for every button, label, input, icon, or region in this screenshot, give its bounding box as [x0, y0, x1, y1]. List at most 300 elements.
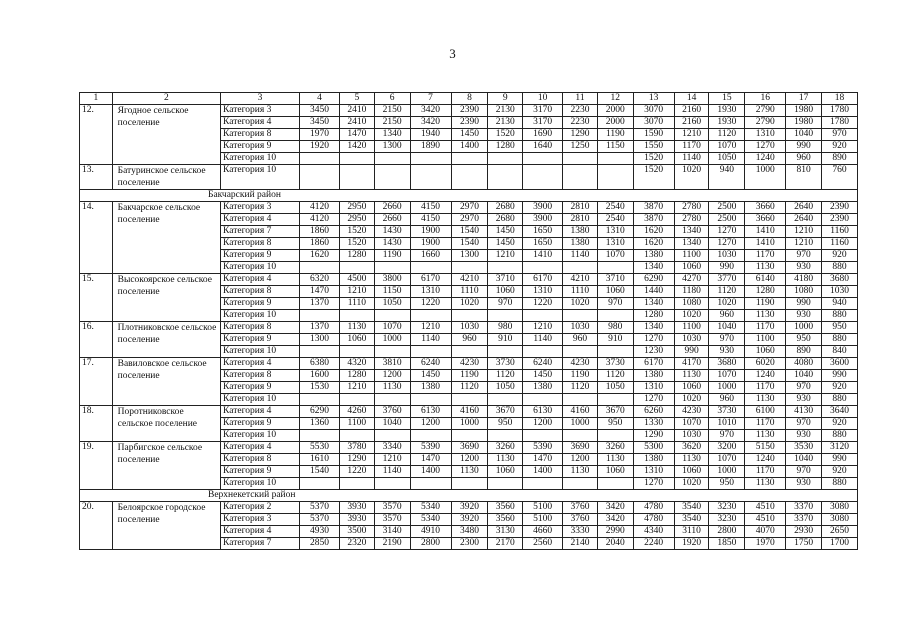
value-cell: [451, 478, 488, 490]
value-cell: 3670: [488, 406, 523, 418]
value-cell: 1130: [597, 454, 633, 466]
value-cell: 1600: [300, 370, 340, 382]
value-cell: 1000: [786, 322, 822, 334]
value-cell: 2640: [786, 214, 822, 226]
value-cell: 760: [822, 165, 858, 190]
value-cell: [563, 346, 598, 358]
value-cell: 930: [709, 346, 745, 358]
header-cell: 13: [633, 93, 674, 105]
value-cell: 3800: [374, 274, 410, 286]
value-cell: 3570: [374, 514, 410, 526]
value-cell: 1930: [709, 117, 745, 129]
value-cell: 2150: [374, 105, 410, 117]
value-cell: [300, 310, 340, 322]
value-cell: 1070: [709, 141, 745, 153]
header-cell: 9: [488, 93, 523, 105]
value-cell: 1060: [488, 466, 523, 478]
value-cell: 960: [786, 153, 822, 165]
value-cell: 1120: [563, 382, 598, 394]
header-cell: 3: [221, 93, 300, 105]
value-cell: 1200: [410, 418, 451, 430]
value-cell: 3570: [374, 502, 410, 514]
value-cell: [451, 430, 488, 442]
value-cell: 1340: [674, 238, 709, 250]
value-cell: 1020: [709, 298, 745, 310]
value-cell: 1450: [451, 129, 488, 141]
value-cell: 1120: [488, 370, 523, 382]
category-cell: Категория 10: [221, 478, 300, 490]
value-cell: 1530: [300, 382, 340, 394]
value-cell: 1120: [451, 382, 488, 394]
category-cell: Категория 4: [221, 274, 300, 286]
value-cell: [300, 262, 340, 274]
value-cell: [597, 153, 633, 165]
value-cell: 4510: [745, 502, 786, 514]
value-cell: 1000: [451, 418, 488, 430]
header-cell: 1: [80, 93, 113, 105]
value-cell: 1070: [597, 250, 633, 262]
header-cell: 6: [374, 93, 410, 105]
value-cell: 880: [822, 478, 858, 490]
value-cell: 990: [822, 370, 858, 382]
value-cell: 1150: [597, 141, 633, 153]
value-cell: [410, 153, 451, 165]
value-cell: 3640: [822, 406, 858, 418]
value-cell: 5370: [300, 514, 340, 526]
value-cell: 1360: [300, 418, 340, 430]
value-cell: 1030: [674, 430, 709, 442]
value-cell: 1150: [374, 286, 410, 298]
value-cell: 1130: [745, 430, 786, 442]
value-cell: 1280: [633, 310, 674, 322]
value-cell: 1030: [674, 334, 709, 346]
value-cell: [563, 430, 598, 442]
value-cell: [597, 262, 633, 274]
table-row: [80, 165, 858, 190]
category-cell: Категория 8: [221, 322, 300, 334]
value-cell: 1040: [374, 418, 410, 430]
value-cell: 1750: [786, 538, 822, 550]
value-cell: 930: [786, 262, 822, 274]
value-cell: [340, 430, 375, 442]
value-cell: 1020: [674, 394, 709, 406]
value-cell: 2850: [300, 538, 340, 550]
value-cell: 1550: [633, 141, 674, 153]
value-cell: 1250: [563, 141, 598, 153]
value-cell: 1170: [745, 466, 786, 478]
value-cell: 1650: [523, 226, 563, 238]
value-cell: 4120: [300, 202, 340, 214]
value-cell: 5300: [633, 442, 674, 454]
value-cell: 5370: [300, 502, 340, 514]
value-cell: [340, 165, 375, 190]
value-cell: 1100: [745, 334, 786, 346]
value-cell: 1470: [410, 454, 451, 466]
entry-number: 17.: [80, 358, 113, 406]
value-cell: 3710: [488, 274, 523, 286]
value-cell: [451, 262, 488, 274]
value-cell: 3660: [745, 202, 786, 214]
category-cell: Категория 9: [221, 141, 300, 153]
value-cell: [597, 394, 633, 406]
value-cell: 1130: [340, 322, 375, 334]
value-cell: 950: [709, 478, 745, 490]
value-cell: 880: [822, 430, 858, 442]
value-cell: [597, 478, 633, 490]
value-cell: 2540: [597, 202, 633, 214]
value-cell: 2160: [674, 105, 709, 117]
value-cell: 1620: [633, 238, 674, 250]
region-title: Верхнекетский район: [80, 490, 858, 502]
value-cell: 3170: [523, 117, 563, 129]
entry-number: 19.: [80, 442, 113, 490]
category-cell: Категория 9: [221, 298, 300, 310]
value-cell: [488, 153, 523, 165]
value-cell: [451, 165, 488, 190]
value-cell: 6240: [410, 358, 451, 370]
value-cell: [597, 346, 633, 358]
value-cell: [300, 153, 340, 165]
value-cell: 3810: [374, 358, 410, 370]
value-cell: 3690: [451, 442, 488, 454]
value-cell: 1970: [300, 129, 340, 141]
value-cell: 2800: [410, 538, 451, 550]
value-cell: 810: [786, 165, 822, 190]
value-cell: 1920: [674, 538, 709, 550]
value-cell: 4160: [451, 406, 488, 418]
value-cell: 4160: [563, 406, 598, 418]
value-cell: 2660: [374, 202, 410, 214]
value-cell: [300, 165, 340, 190]
settlement-name: Парбигское сельское поселение: [112, 442, 220, 490]
value-cell: 3730: [597, 358, 633, 370]
value-cell: 2000: [597, 117, 633, 129]
value-cell: 1700: [822, 538, 858, 550]
value-cell: 1970: [745, 538, 786, 550]
value-cell: 920: [822, 250, 858, 262]
value-cell: [488, 478, 523, 490]
region-title: Бакчарский район: [80, 190, 858, 202]
value-cell: 1060: [597, 466, 633, 478]
value-cell: [410, 165, 451, 190]
value-cell: 1440: [633, 286, 674, 298]
value-cell: 1100: [340, 418, 375, 430]
value-cell: 3540: [674, 514, 709, 526]
value-cell: 1370: [300, 298, 340, 310]
value-cell: 1220: [410, 298, 451, 310]
value-cell: 3760: [563, 514, 598, 526]
value-cell: 1400: [410, 466, 451, 478]
value-cell: 1900: [410, 226, 451, 238]
value-cell: [563, 165, 598, 190]
value-cell: 1410: [523, 250, 563, 262]
value-cell: 2540: [597, 214, 633, 226]
value-cell: 3870: [633, 214, 674, 226]
value-cell: 950: [597, 418, 633, 430]
value-cell: 3340: [374, 442, 410, 454]
value-cell: [451, 394, 488, 406]
value-cell: 1000: [374, 334, 410, 346]
category-cell: Категория 3: [221, 202, 300, 214]
category-cell: Категория 7: [221, 226, 300, 238]
table-row: [80, 274, 858, 286]
value-cell: 1020: [674, 310, 709, 322]
value-cell: 1040: [786, 129, 822, 141]
value-cell: 1310: [633, 466, 674, 478]
value-cell: 1290: [563, 129, 598, 141]
value-cell: 2780: [674, 202, 709, 214]
value-cell: [523, 262, 563, 274]
value-cell: 1040: [709, 322, 745, 334]
value-cell: [488, 310, 523, 322]
value-cell: [374, 394, 410, 406]
value-cell: 1540: [451, 226, 488, 238]
value-cell: 950: [488, 418, 523, 430]
value-cell: 1520: [340, 238, 375, 250]
category-cell: Категория 9: [221, 250, 300, 262]
category-cell: Категория 4: [221, 214, 300, 226]
value-cell: 4130: [786, 406, 822, 418]
value-cell: 2230: [563, 105, 598, 117]
value-cell: 1980: [786, 105, 822, 117]
value-cell: 910: [597, 334, 633, 346]
value-cell: [523, 346, 563, 358]
value-cell: 1850: [709, 538, 745, 550]
value-cell: 3110: [674, 526, 709, 538]
value-cell: 2170: [488, 538, 523, 550]
value-cell: 1050: [488, 382, 523, 394]
value-cell: [488, 165, 523, 190]
value-cell: 3760: [563, 502, 598, 514]
value-cell: 3330: [563, 526, 598, 538]
value-cell: 6130: [523, 406, 563, 418]
value-cell: 990: [786, 141, 822, 153]
value-cell: 1050: [597, 382, 633, 394]
entry-number: 13.: [80, 165, 113, 190]
category-cell: Категория 9: [221, 382, 300, 394]
value-cell: 1060: [674, 466, 709, 478]
entry-number: 18.: [80, 406, 113, 442]
value-cell: 1410: [745, 238, 786, 250]
value-cell: 1470: [523, 454, 563, 466]
header-cell: 15: [709, 93, 745, 105]
value-cell: 3540: [674, 502, 709, 514]
value-cell: 1020: [674, 478, 709, 490]
category-cell: Категория 10: [221, 262, 300, 274]
value-cell: [597, 310, 633, 322]
settlement-name: Плотниковское сельское поселение: [112, 322, 220, 358]
value-cell: 1860: [300, 238, 340, 250]
value-cell: 3420: [410, 117, 451, 129]
value-cell: 5390: [523, 442, 563, 454]
value-cell: [410, 310, 451, 322]
value-cell: 3560: [488, 514, 523, 526]
value-cell: [597, 430, 633, 442]
value-cell: 6100: [745, 406, 786, 418]
value-cell: [563, 310, 598, 322]
value-cell: 1300: [300, 334, 340, 346]
value-cell: 3420: [597, 502, 633, 514]
value-cell: 4270: [674, 274, 709, 286]
value-cell: 3370: [786, 502, 822, 514]
value-cell: 3260: [488, 442, 523, 454]
value-cell: 1450: [488, 226, 523, 238]
value-cell: 970: [786, 466, 822, 478]
value-cell: 1110: [563, 286, 598, 298]
value-cell: 2320: [340, 538, 375, 550]
value-cell: 2390: [451, 105, 488, 117]
value-cell: 3920: [451, 514, 488, 526]
value-cell: 1050: [709, 153, 745, 165]
value-cell: 5340: [410, 514, 451, 526]
value-cell: 4080: [786, 358, 822, 370]
value-cell: 3680: [709, 358, 745, 370]
value-cell: 3080: [822, 514, 858, 526]
category-cell: Категория 9: [221, 418, 300, 430]
value-cell: 970: [822, 129, 858, 141]
value-cell: 1900: [410, 238, 451, 250]
value-cell: [523, 394, 563, 406]
value-cell: 1130: [374, 382, 410, 394]
value-cell: 3770: [709, 274, 745, 286]
value-cell: 2160: [674, 117, 709, 129]
settlement-name: Батуринское сельское поселение: [112, 165, 220, 190]
value-cell: 1330: [633, 418, 674, 430]
value-cell: 1220: [523, 298, 563, 310]
value-cell: 1450: [488, 238, 523, 250]
value-cell: 1040: [786, 454, 822, 466]
value-cell: 1220: [340, 466, 375, 478]
value-cell: 890: [786, 346, 822, 358]
value-cell: 3930: [340, 514, 375, 526]
value-cell: 1170: [745, 250, 786, 262]
value-cell: 3420: [597, 514, 633, 526]
value-cell: 1070: [709, 454, 745, 466]
category-cell: Категория 8: [221, 454, 300, 466]
value-cell: [488, 262, 523, 274]
value-cell: 970: [786, 382, 822, 394]
value-cell: 1980: [786, 117, 822, 129]
value-cell: [340, 310, 375, 322]
value-cell: 1300: [374, 141, 410, 153]
value-cell: 1160: [822, 226, 858, 238]
value-cell: 3230: [709, 502, 745, 514]
value-cell: 3530: [786, 442, 822, 454]
value-cell: 1070: [374, 322, 410, 334]
value-cell: 3480: [451, 526, 488, 538]
value-cell: 970: [786, 250, 822, 262]
value-cell: 2810: [563, 202, 598, 214]
value-cell: [374, 165, 410, 190]
settlement-name: Бакчарское сельское поселение: [112, 202, 220, 274]
value-cell: [340, 346, 375, 358]
value-cell: 1860: [300, 226, 340, 238]
value-cell: 930: [786, 394, 822, 406]
value-cell: 2950: [340, 202, 375, 214]
value-cell: 1110: [340, 298, 375, 310]
value-cell: 1030: [451, 322, 488, 334]
value-cell: 1400: [451, 141, 488, 153]
value-cell: 890: [822, 153, 858, 165]
value-cell: [374, 310, 410, 322]
header-row: [80, 93, 858, 105]
value-cell: 920: [822, 382, 858, 394]
value-cell: 6170: [523, 274, 563, 286]
value-cell: 990: [786, 298, 822, 310]
value-cell: 1610: [300, 454, 340, 466]
header-cell: 5: [340, 93, 375, 105]
value-cell: 2000: [597, 105, 633, 117]
header-cell: 14: [674, 93, 709, 105]
value-cell: 3230: [709, 514, 745, 526]
value-cell: 3130: [488, 526, 523, 538]
value-cell: 1140: [374, 466, 410, 478]
value-cell: [451, 346, 488, 358]
category-cell: Категория 10: [221, 430, 300, 442]
value-cell: 1290: [340, 454, 375, 466]
value-cell: 1380: [633, 250, 674, 262]
value-cell: 1300: [451, 250, 488, 262]
value-cell: 1190: [745, 298, 786, 310]
value-cell: 1660: [410, 250, 451, 262]
value-cell: 1000: [563, 418, 598, 430]
value-cell: 1340: [674, 226, 709, 238]
value-cell: 3170: [523, 105, 563, 117]
value-cell: 2970: [451, 202, 488, 214]
value-cell: 4500: [340, 274, 375, 286]
value-cell: [410, 430, 451, 442]
value-cell: 2150: [374, 117, 410, 129]
value-cell: 3900: [523, 214, 563, 226]
category-cell: Категория 8: [221, 286, 300, 298]
value-cell: 880: [822, 334, 858, 346]
value-cell: [523, 153, 563, 165]
value-cell: 3370: [786, 514, 822, 526]
value-cell: 4510: [745, 514, 786, 526]
value-cell: 3200: [709, 442, 745, 454]
value-cell: 1270: [709, 238, 745, 250]
value-cell: 2990: [597, 526, 633, 538]
value-cell: 1110: [451, 286, 488, 298]
value-cell: 1080: [786, 286, 822, 298]
value-cell: [523, 430, 563, 442]
value-cell: [410, 478, 451, 490]
value-cell: 1310: [597, 226, 633, 238]
value-cell: 2650: [822, 526, 858, 538]
value-cell: 2680: [488, 202, 523, 214]
value-cell: 2140: [563, 538, 598, 550]
value-cell: 1780: [822, 117, 858, 129]
entry-number: 16.: [80, 322, 113, 358]
value-cell: 1620: [300, 250, 340, 262]
value-cell: 1120: [709, 129, 745, 141]
value-cell: [523, 165, 563, 190]
value-cell: 3070: [633, 105, 674, 117]
value-cell: 2410: [340, 105, 375, 117]
category-cell: Категория 8: [221, 129, 300, 141]
value-cell: 1130: [745, 478, 786, 490]
value-cell: 1340: [633, 298, 674, 310]
value-cell: 880: [822, 262, 858, 274]
value-cell: 2410: [340, 117, 375, 129]
value-cell: 5530: [300, 442, 340, 454]
value-cell: [597, 165, 633, 190]
value-cell: [488, 346, 523, 358]
value-cell: 1380: [563, 238, 598, 250]
value-cell: 930: [786, 430, 822, 442]
table-row: [80, 105, 858, 117]
value-cell: 1470: [300, 286, 340, 298]
